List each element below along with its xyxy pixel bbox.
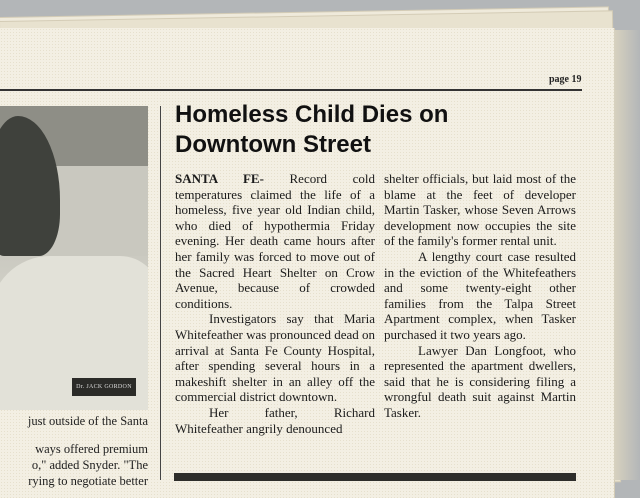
article-photo (0, 106, 148, 410)
adjacent-story-line: rying to negotiate better (28, 474, 148, 488)
article-paragraph: Lawyer Dan Longfoot, who represented the apartment dwellers, said that he is considering filing a wrongful death suit against Martin Tasker. (384, 342, 576, 420)
photo-caption: just outside of the Santa (27, 414, 148, 428)
photo-name-sign: Dr. JACK GORDON (72, 378, 136, 396)
page-number: page 19 (549, 74, 582, 85)
article-paragraph: shelter officials, but laid most of the blame at the feet of developer Martin Tasker, whose Seven Arrows development now occupies the site of the family's former rental unit. (384, 171, 576, 249)
top-rule (0, 89, 582, 91)
headline-line: Homeless Child Dies on (175, 101, 449, 128)
dateline: SANTA FE- (175, 171, 264, 186)
article-paragraph: A lengthy court case resulted in the eviction of the Whitefeathers and some twenty-eight other families from the Talpa Street Apartment complex, when Tasker purchased it two years ago. (384, 248, 576, 342)
headline-line: Downtown Street (175, 131, 371, 158)
column-divider (160, 106, 161, 480)
page-edge (614, 30, 640, 480)
article-paragraph: SANTA FE- Record cold temperatures claimed the life of a homeless, five year old Indian child, who died of hypothermia Friday evening. Her death came hours after her family was forced to move out of the Sacred Heart Shelter on Crow Avenue, because of crowded conditions. (175, 171, 376, 311)
adjacent-story-line: o," added Snyder. "The (31, 458, 148, 472)
adjacent-story-line: ways offered premium (35, 442, 148, 456)
article-paragraph: Investigators say that Maria Whitefeather was pronounced dead on arrival at Santa Fe County Hospital, after spending several hours in a makeshift shelter in an alley off the commercial district downtown. (175, 311, 375, 405)
article-column-2 (384, 171, 576, 421)
article-column-1 (175, 171, 375, 436)
article-headline (175, 100, 585, 160)
article-paragraph: Her father, Richard Whitefeather angrily denounced (175, 404, 375, 436)
